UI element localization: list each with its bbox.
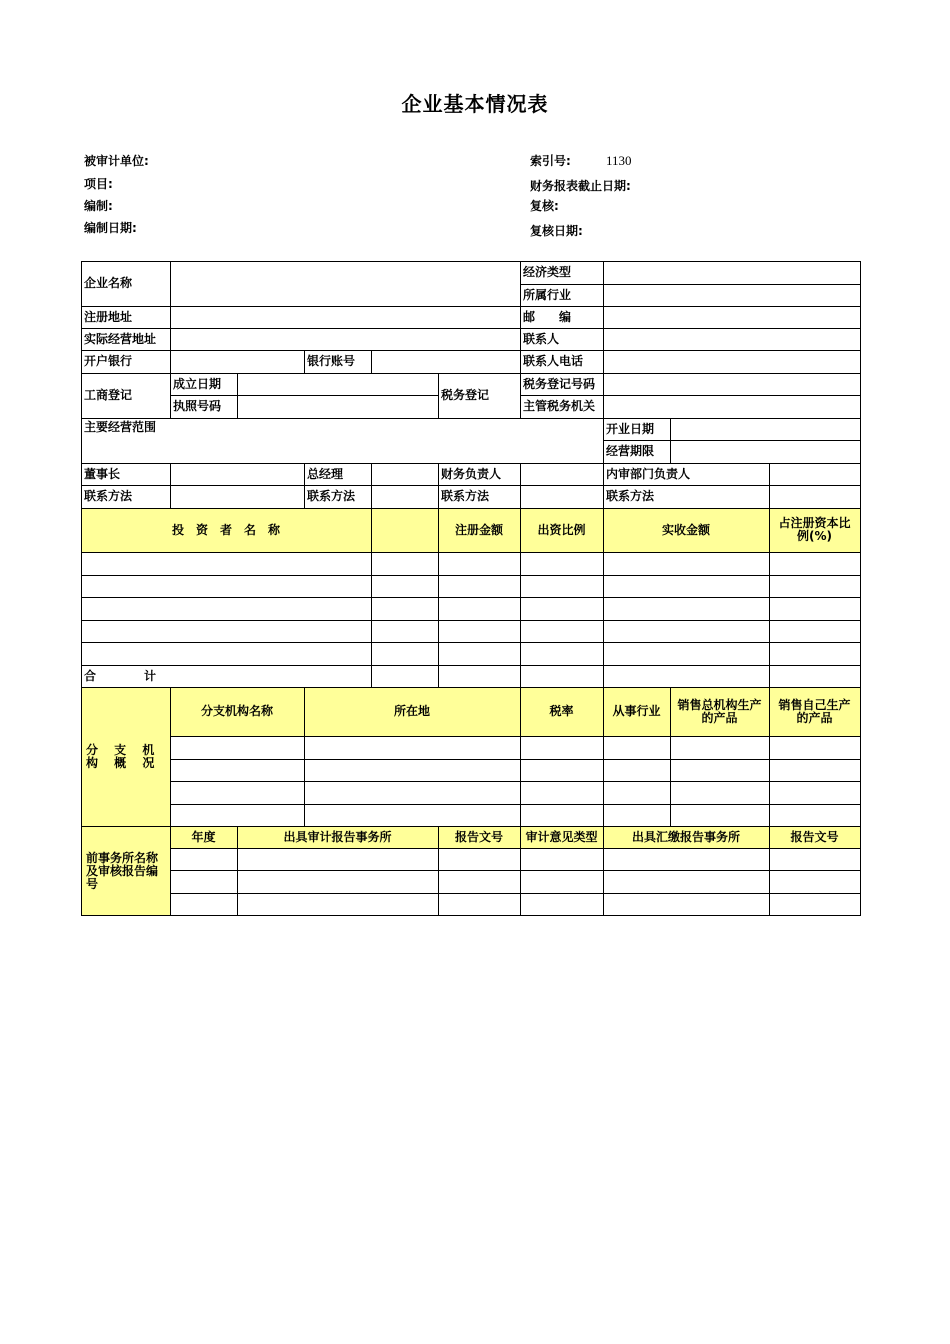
tax-rate-header: 税率 bbox=[549, 704, 574, 718]
investor-name-header: 投 资 者 名 称 bbox=[171, 522, 280, 537]
grid-line bbox=[860, 261, 861, 916]
prepared-label: 编制: bbox=[84, 199, 113, 213]
contact-method-label: 联系方法 bbox=[441, 489, 490, 503]
grid-line bbox=[81, 597, 861, 598]
bank-label: 开户银行 bbox=[84, 354, 133, 368]
contact-method-label: 联系方法 bbox=[606, 489, 655, 503]
contact-label: 联系人 bbox=[523, 331, 560, 346]
grid-line bbox=[81, 328, 861, 329]
tax-registration-label: 税务登记 bbox=[441, 388, 490, 402]
sell-own-header: 销售自己生产的产品 bbox=[778, 697, 851, 725]
founded-date-label: 成立日期 bbox=[173, 376, 222, 391]
grid-line bbox=[81, 306, 861, 307]
economic-type-label: 经济类型 bbox=[523, 265, 572, 279]
tax-reg-no-label: 税务登记号码 bbox=[523, 376, 596, 391]
tax-firm-header: 出具汇缴报告事务所 bbox=[631, 829, 740, 844]
grid-line bbox=[170, 848, 861, 849]
grid-line bbox=[170, 781, 861, 782]
grid-line bbox=[670, 687, 671, 827]
grid-line bbox=[603, 261, 604, 419]
audited-unit-label: 被审计单位: bbox=[84, 154, 149, 168]
prior-section-label: 前事务所名称及审核报告编号 bbox=[86, 850, 159, 891]
bank-account-label: 银行账号 bbox=[307, 354, 356, 368]
project-label: 项目: bbox=[84, 177, 113, 191]
company-name-label: 企业名称 bbox=[84, 276, 133, 290]
grid-line bbox=[81, 915, 861, 916]
grid-line bbox=[371, 350, 372, 374]
year-header: 年度 bbox=[191, 829, 216, 844]
ratio-header: 出资比例 bbox=[537, 522, 586, 537]
grid-line bbox=[371, 508, 372, 688]
grid-line bbox=[170, 759, 861, 760]
grid-line bbox=[81, 620, 861, 621]
grid-line bbox=[371, 463, 372, 509]
op-period-label: 经营期限 bbox=[606, 444, 655, 458]
sell-hq-header: 销售总机构生产的产品 bbox=[677, 697, 762, 725]
grid-line bbox=[81, 261, 861, 262]
grid-line bbox=[520, 463, 521, 509]
grid-line bbox=[170, 870, 861, 871]
contact-method-label: 联系方法 bbox=[307, 489, 356, 503]
chairman-label: 董事长 bbox=[84, 466, 121, 481]
postcode-label: 邮 编 bbox=[523, 309, 572, 324]
branch-section-label: 分 支 机 构 概 况 bbox=[86, 742, 161, 770]
grid-line bbox=[769, 687, 770, 827]
branch-location-header: 所在地 bbox=[393, 704, 430, 718]
grid-line bbox=[81, 575, 861, 576]
branch-industry-header: 从事行业 bbox=[612, 704, 661, 718]
ic-registration-label: 工商登记 bbox=[84, 388, 133, 402]
grid-line bbox=[170, 736, 861, 737]
grid-line bbox=[170, 804, 861, 805]
gm-label: 总经理 bbox=[307, 466, 344, 481]
pct-header: 占注册资本比例(%) bbox=[778, 516, 851, 543]
reg-address-label: 注册地址 bbox=[84, 309, 133, 324]
report-no-header: 报告文号 bbox=[454, 829, 503, 844]
reviewed-label: 复核: bbox=[530, 199, 559, 213]
audit-firm-header: 出具审计报告事务所 bbox=[283, 829, 392, 844]
page-title: 企业基本情况表 bbox=[401, 92, 549, 116]
grid-line bbox=[237, 373, 238, 419]
industry-label: 所属行业 bbox=[523, 287, 572, 302]
total-label: 合 计 bbox=[84, 668, 157, 683]
grid-line bbox=[769, 508, 770, 688]
tax-authority-label: 主管税务机关 bbox=[523, 399, 596, 413]
opinion-header: 审计意见类型 bbox=[525, 829, 598, 844]
grid-line bbox=[81, 350, 861, 351]
op-address-label: 实际经营地址 bbox=[84, 331, 157, 346]
grid-line bbox=[170, 463, 171, 509]
license-no-label: 执照号码 bbox=[173, 399, 222, 413]
branch-name-header: 分支机构名称 bbox=[200, 704, 273, 718]
cfo-label: 财务负责人 bbox=[441, 466, 502, 481]
prepared-date-label: 编制日期: bbox=[84, 221, 137, 235]
reviewed-date-label: 复核日期: bbox=[530, 224, 583, 238]
grid-line bbox=[769, 463, 770, 509]
paid-in-header: 实收金额 bbox=[661, 522, 710, 537]
business-scope-label: 主要经营范围 bbox=[84, 420, 157, 434]
open-date-label: 开业日期 bbox=[606, 421, 655, 436]
grid-line bbox=[670, 418, 671, 464]
grid-line bbox=[81, 552, 861, 553]
index-label: 索引号: bbox=[530, 154, 571, 168]
grid-line bbox=[170, 261, 171, 374]
contact-phone-label: 联系人电话 bbox=[523, 354, 584, 368]
reg-amount-header: 注册金额 bbox=[454, 522, 503, 537]
index-value: 1130 bbox=[606, 153, 632, 168]
audit-head-label: 内审部门负责人 bbox=[606, 466, 691, 481]
contact-method-label: 联系方法 bbox=[84, 489, 133, 503]
grid-line bbox=[170, 893, 861, 894]
fs-date-label: 财务报表截止日期: bbox=[530, 179, 631, 193]
grid-line bbox=[81, 642, 861, 643]
report-no2-header: 报告文号 bbox=[790, 829, 839, 844]
